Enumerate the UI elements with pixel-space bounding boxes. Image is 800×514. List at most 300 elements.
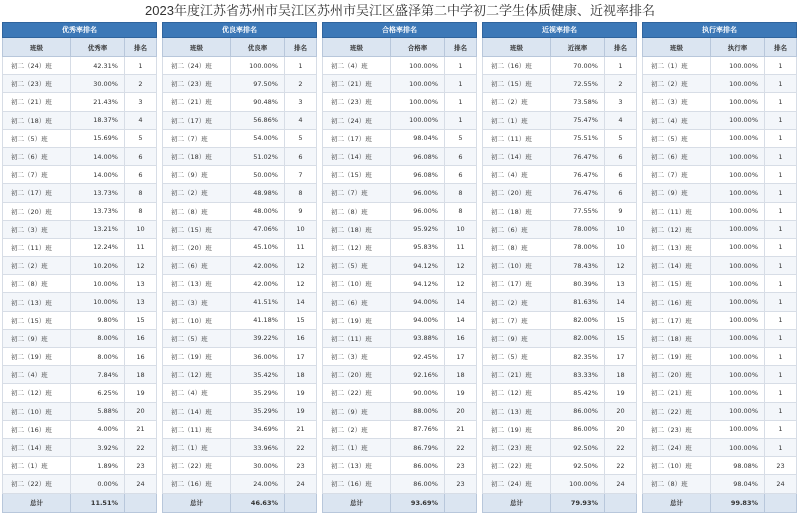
class-name-cell: 初二（18）班 [483,202,551,220]
column-header[interactable]: 班级 [323,38,391,57]
rate-cell: 100.00% [711,184,765,202]
class-name-cell: 初二（5）班 [323,257,391,275]
rate-cell: 85.42% [551,384,605,402]
rate-cell: 100.00% [711,147,765,165]
rank-cell: 18 [605,366,637,384]
rate-cell: 100.00% [711,293,765,311]
column-header[interactable]: 优良率 [231,38,285,57]
rank-cell: 1 [765,57,797,75]
rank-cell: 2 [285,75,317,93]
rank-cell: 10 [605,238,637,256]
rate-cell: 78.00% [551,220,605,238]
rank-cell: 1 [765,129,797,147]
rank-cell: 20 [445,402,477,420]
rate-cell: 100.00% [711,275,765,293]
class-name-cell: 初二（21）班 [163,93,231,111]
class-name-cell: 初二（22）班 [163,457,231,475]
total-row [643,493,797,512]
rank-cell: 17 [605,348,637,366]
table-row [643,129,797,147]
table-row [643,348,797,366]
rank-cell: 21 [445,420,477,438]
rate-cell: 86.00% [551,402,605,420]
table-row [323,329,477,347]
rate-cell: 4.00% [71,420,125,438]
rate-cell: 100.00% [711,166,765,184]
table-row [643,147,797,165]
rate-cell: 21.43% [71,93,125,111]
rank-cell: 1 [765,184,797,202]
rate-cell: 3.92% [71,438,125,456]
class-name-cell: 初二（6）班 [483,220,551,238]
rank-cell: 19 [125,384,157,402]
rank-cell: 1 [765,420,797,438]
rank-cell: 15 [125,311,157,329]
class-name-cell: 初二（19）班 [643,348,711,366]
table-row [163,202,317,220]
rank-cell: 23 [285,457,317,475]
rank-cell: 3 [285,93,317,111]
total-label: 总计 [483,493,551,512]
rank-cell: 2 [605,75,637,93]
rank-cell: 2 [125,75,157,93]
class-name-cell: 初二（20）班 [163,238,231,256]
rate-cell: 100.00% [711,402,765,420]
table-row [483,220,637,238]
rank-cell: 21 [285,420,317,438]
ranking-table [322,22,477,513]
class-name-cell: 初二（2）班 [483,93,551,111]
rank-cell: 16 [125,348,157,366]
table-row [323,438,477,456]
rank-cell: 5 [605,129,637,147]
rank-cell: 15 [605,329,637,347]
rank-cell: 6 [605,184,637,202]
rank-cell: 19 [285,384,317,402]
class-name-cell: 初二（12）班 [3,384,71,402]
class-name-cell: 初二（13）班 [643,238,711,256]
table-row [643,275,797,293]
column-header[interactable]: 排名 [445,38,477,57]
column-header[interactable]: 执行率 [711,38,765,57]
rank-cell: 4 [285,111,317,129]
rank-cell: 16 [445,329,477,347]
total-value: 11.51% [71,493,125,512]
total-rank-empty [285,493,317,512]
table-row [163,457,317,475]
table-title: 合格率排名 [323,23,477,38]
table-row [323,93,477,111]
class-name-cell: 初二（2）班 [643,75,711,93]
table-row [643,402,797,420]
class-name-cell: 初二（9）班 [3,329,71,347]
rate-cell: 7.84% [71,366,125,384]
rank-cell: 13 [125,293,157,311]
class-name-cell: 初二（17）班 [163,111,231,129]
rate-cell: 96.08% [391,147,445,165]
rank-cell: 21 [125,420,157,438]
rate-cell: 41.51% [231,293,285,311]
column-header[interactable]: 班级 [483,38,551,57]
class-name-cell: 初二（6）班 [3,147,71,165]
class-name-cell: 初二（11）班 [323,329,391,347]
table-row [3,457,157,475]
column-header[interactable]: 合格率 [391,38,445,57]
class-name-cell: 初二（21）班 [3,93,71,111]
total-value: 46.63% [231,493,285,512]
rate-cell: 42.00% [231,275,285,293]
total-label: 总计 [643,493,711,512]
class-name-cell: 初二（4）班 [483,166,551,184]
rank-cell: 15 [605,311,637,329]
rank-cell: 1 [765,366,797,384]
class-name-cell: 初二（3）班 [323,348,391,366]
class-name-cell: 初二（21）班 [643,384,711,402]
rate-cell: 100.00% [711,366,765,384]
class-name-cell: 初二（8）班 [643,475,711,493]
rate-cell: 100.00% [711,57,765,75]
rate-cell: 100.00% [711,257,765,275]
rate-cell: 5.88% [71,402,125,420]
rank-cell: 22 [605,438,637,456]
class-name-cell: 初二（24）班 [483,475,551,493]
rate-cell: 100.00% [711,420,765,438]
class-name-cell: 初二（16）班 [323,475,391,493]
class-name-cell: 初二（19）班 [163,348,231,366]
class-name-cell: 初二（2）班 [3,257,71,275]
rate-cell: 48.98% [231,184,285,202]
class-name-cell: 初二（12）班 [483,384,551,402]
rate-cell: 100.00% [391,93,445,111]
table-row [163,329,317,347]
rank-cell: 12 [605,257,637,275]
class-name-cell: 初二（3）班 [3,220,71,238]
table-row [163,93,317,111]
rank-cell: 18 [445,366,477,384]
rank-cell: 5 [445,129,477,147]
rank-cell: 24 [605,475,637,493]
rate-cell: 41.18% [231,311,285,329]
table-row [163,402,317,420]
table-row [643,57,797,75]
class-name-cell: 初二（14）班 [643,257,711,275]
class-name-cell: 初二（5）班 [163,329,231,347]
rate-cell: 75.47% [551,111,605,129]
rank-cell: 1 [765,293,797,311]
class-name-cell: 初二（14）班 [3,438,71,456]
class-name-cell: 初二（7）班 [163,129,231,147]
rank-cell: 8 [285,184,317,202]
rate-cell: 56.86% [231,111,285,129]
table-row [163,129,317,147]
rank-cell: 9 [285,202,317,220]
table-row [163,366,317,384]
table-row [483,111,637,129]
total-label: 总计 [163,493,231,512]
rate-cell: 100.00% [391,75,445,93]
class-name-cell: 初二（23）班 [323,93,391,111]
rate-cell: 87.76% [391,420,445,438]
class-name-cell: 初二（18）班 [643,329,711,347]
table-row [483,311,637,329]
rate-cell: 96.00% [391,202,445,220]
rate-cell: 82.00% [551,329,605,347]
table-row [643,384,797,402]
column-header[interactable]: 优秀率 [71,38,125,57]
total-row [163,493,317,512]
total-rank-empty [605,493,637,512]
table-row [483,366,637,384]
table-row [3,366,157,384]
rank-cell: 24 [765,475,797,493]
class-name-cell: 初二（16）班 [643,293,711,311]
class-name-cell: 初二（13）班 [483,402,551,420]
ranking-table [642,22,797,513]
table-row [483,166,637,184]
column-header[interactable]: 排名 [125,38,157,57]
class-name-cell: 初二（3）班 [163,293,231,311]
rate-cell: 9.80% [71,311,125,329]
rank-cell: 24 [125,475,157,493]
total-rank-empty [765,493,797,512]
table-row [643,457,797,475]
rate-cell: 94.00% [391,293,445,311]
rank-cell: 1 [765,220,797,238]
ranking-panel [322,22,476,514]
table-row [483,420,637,438]
rate-cell: 86.00% [391,475,445,493]
rate-cell: 80.39% [551,275,605,293]
ranking-panel [162,22,316,514]
table-row [3,57,157,75]
table-row [643,329,797,347]
rank-cell: 12 [285,257,317,275]
rate-cell: 82.00% [551,311,605,329]
column-header[interactable]: 班级 [163,38,231,57]
class-name-cell: 初二（14）班 [483,147,551,165]
rate-cell: 24.00% [231,475,285,493]
class-name-cell: 初二（24）班 [3,57,71,75]
rate-cell: 78.43% [551,257,605,275]
rank-cell: 1 [765,257,797,275]
class-name-cell: 初二（5）班 [483,348,551,366]
total-value: 79.93% [551,493,605,512]
table-row [163,166,317,184]
rank-cell: 1 [765,202,797,220]
rank-cell: 7 [285,166,317,184]
column-header[interactable]: 近视率 [551,38,605,57]
table-row [3,384,157,402]
rate-cell: 96.08% [391,166,445,184]
column-header[interactable]: 排名 [605,38,637,57]
rate-cell: 34.69% [231,420,285,438]
rate-cell: 42.00% [231,257,285,275]
rank-cell: 8 [125,202,157,220]
class-name-cell: 初二（23）班 [3,75,71,93]
rate-cell: 15.69% [71,129,125,147]
rank-cell: 11 [445,238,477,256]
class-name-cell: 初二（11）班 [643,202,711,220]
rate-cell: 96.00% [391,184,445,202]
rank-cell: 11 [125,238,157,256]
table-row [3,238,157,256]
table-row [643,311,797,329]
table-row [643,75,797,93]
rate-cell: 35.29% [231,402,285,420]
table-title: 执行率排名 [643,23,797,38]
column-header[interactable]: 班级 [643,38,711,57]
rate-cell: 81.63% [551,293,605,311]
total-label: 总计 [3,493,71,512]
table-row [483,438,637,456]
class-name-cell: 初二（1）班 [3,457,71,475]
table-row [323,220,477,238]
rate-cell: 86.79% [391,438,445,456]
column-header[interactable]: 排名 [765,38,797,57]
table-row [3,147,157,165]
rate-cell: 39.22% [231,329,285,347]
rank-cell: 12 [445,275,477,293]
rate-cell: 86.00% [391,457,445,475]
table-row [483,129,637,147]
class-name-cell: 初二（9）班 [323,402,391,420]
rate-cell: 35.42% [231,366,285,384]
rank-cell: 3 [605,93,637,111]
rank-cell: 10 [125,220,157,238]
table-row [323,293,477,311]
total-rank-empty [445,493,477,512]
rank-cell: 1 [445,57,477,75]
table-row [323,475,477,493]
rank-cell: 18 [125,366,157,384]
page-title: 2023年度江苏省苏州市吴江区苏州市吴江区盛泽第二中学初二学生体质健康、近视率排名 [145,3,655,18]
total-label: 总计 [323,493,391,512]
table-row [3,75,157,93]
table-row [483,457,637,475]
table-row [3,420,157,438]
table-row [3,348,157,366]
rank-cell: 1 [765,166,797,184]
table-row [163,238,317,256]
rank-cell: 1 [445,75,477,93]
column-header[interactable]: 班级 [3,38,71,57]
rank-cell: 4 [605,111,637,129]
class-name-cell: 初二（1）班 [163,438,231,456]
table-row [643,420,797,438]
class-name-cell: 初二（23）班 [163,75,231,93]
class-name-cell: 初二（17）班 [483,275,551,293]
class-name-cell: 初二（6）班 [643,147,711,165]
table-title: 优秀率排名 [3,23,157,38]
rate-cell: 100.00% [231,57,285,75]
rank-cell: 1 [445,111,477,129]
table-row [323,147,477,165]
rate-cell: 6.25% [71,384,125,402]
rate-cell: 94.00% [391,311,445,329]
table-row [643,366,797,384]
table-row [3,438,157,456]
rank-cell: 12 [285,275,317,293]
class-name-cell: 初二（20）班 [3,202,71,220]
table-row [483,238,637,256]
rank-cell: 6 [445,147,477,165]
class-name-cell: 初二（13）班 [163,275,231,293]
rate-cell: 76.47% [551,166,605,184]
rank-cell: 15 [285,311,317,329]
rate-cell: 100.00% [711,384,765,402]
table-row [483,57,637,75]
column-header[interactable]: 排名 [285,38,317,57]
rate-cell: 92.16% [391,366,445,384]
class-name-cell: 初二（10）班 [483,257,551,275]
table-row [643,93,797,111]
table-row [323,57,477,75]
class-name-cell: 初二（7）班 [643,166,711,184]
rank-cell: 1 [125,57,157,75]
class-name-cell: 初二（19）班 [483,420,551,438]
rate-cell: 97.50% [231,75,285,93]
rate-cell: 14.00% [71,166,125,184]
table-row [643,202,797,220]
class-name-cell: 初二（2）班 [163,184,231,202]
class-name-cell: 初二（13）班 [3,293,71,311]
rank-cell: 1 [605,57,637,75]
rank-cell: 23 [125,457,157,475]
class-name-cell: 初二（3）班 [643,93,711,111]
rank-cell: 16 [125,329,157,347]
class-name-cell: 初二（11）班 [163,420,231,438]
rank-cell: 5 [285,129,317,147]
rate-cell: 100.00% [711,438,765,456]
rank-cell: 1 [765,402,797,420]
rate-cell: 92.45% [391,348,445,366]
rate-cell: 54.00% [231,129,285,147]
rate-cell: 100.00% [551,475,605,493]
rank-cell: 6 [605,147,637,165]
rate-cell: 1.89% [71,457,125,475]
rank-cell: 19 [605,384,637,402]
rate-cell: 92.50% [551,457,605,475]
class-name-cell: 初二（4）班 [163,384,231,402]
rate-cell: 76.47% [551,184,605,202]
rank-cell: 1 [765,75,797,93]
rate-cell: 100.00% [391,57,445,75]
class-name-cell: 初二（21）班 [483,366,551,384]
rate-cell: 100.00% [711,202,765,220]
rate-cell: 42.31% [71,57,125,75]
table-row [323,457,477,475]
rank-cell: 16 [285,329,317,347]
class-name-cell: 初二（7）班 [323,184,391,202]
table-row [643,111,797,129]
table-row [3,111,157,129]
rank-cell: 8 [445,202,477,220]
class-name-cell: 初二（9）班 [643,184,711,202]
rank-cell: 17 [285,348,317,366]
class-name-cell: 初二（12）班 [643,220,711,238]
rate-cell: 90.48% [231,93,285,111]
rate-cell: 100.00% [711,93,765,111]
rate-cell: 51.02% [231,147,285,165]
class-name-cell: 初二（10）班 [643,457,711,475]
rate-cell: 72.55% [551,75,605,93]
rank-cell: 6 [445,166,477,184]
rate-cell: 33.96% [231,438,285,456]
rate-cell: 86.00% [551,420,605,438]
table-row [163,75,317,93]
rank-cell: 13 [125,275,157,293]
rate-cell: 100.00% [711,238,765,256]
